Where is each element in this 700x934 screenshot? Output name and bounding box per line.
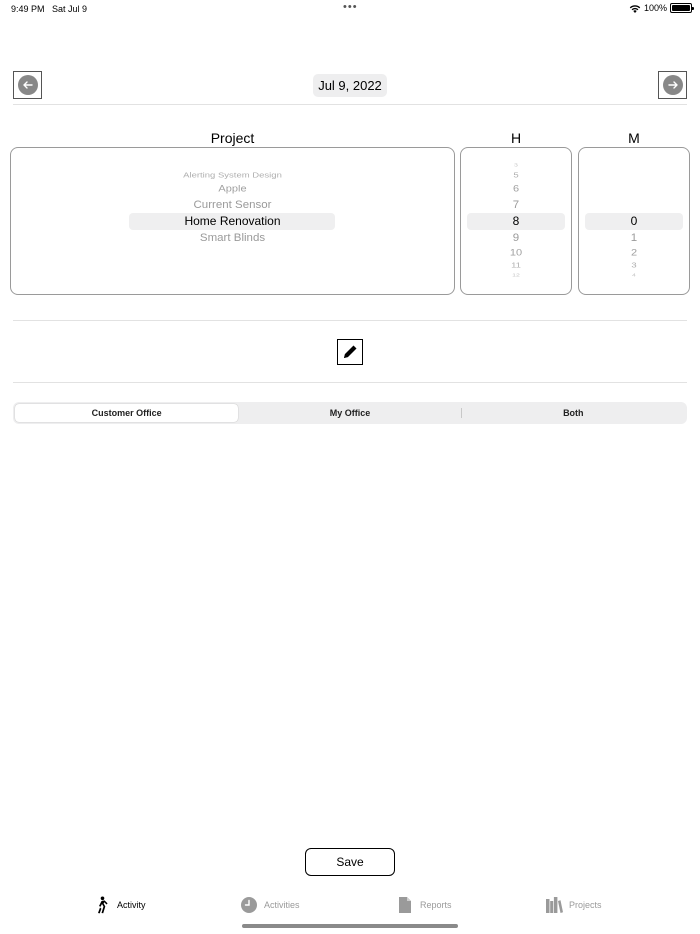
wifi-icon <box>629 4 641 13</box>
picker-item[interactable]: 4 <box>632 273 636 279</box>
picker-item-selected[interactable]: 8 <box>512 214 520 228</box>
battery-fill <box>672 5 690 11</box>
status-date: Sat Jul 9 <box>52 4 88 14</box>
arrow-left-circle-icon <box>18 75 38 95</box>
status-bar <box>0 0 700 18</box>
status-indicators <box>629 3 692 13</box>
picker-item[interactable]: Alerting System Design <box>183 171 282 180</box>
home-indicator <box>242 924 458 928</box>
divider <box>13 104 687 105</box>
next-day-button[interactable] <box>658 71 687 99</box>
project-picker[interactable] <box>10 147 455 295</box>
picker-item[interactable]: 9 <box>512 231 520 244</box>
segment-my-office[interactable]: My Office <box>329 408 371 418</box>
picker-item[interactable]: 5 <box>513 171 519 180</box>
tab-activities[interactable] <box>240 896 300 914</box>
tab-label: Projects <box>569 900 602 910</box>
previous-day-button[interactable] <box>13 71 42 99</box>
picker-item[interactable]: 10 <box>509 247 523 259</box>
picker-item[interactable]: Apple <box>218 183 247 195</box>
picker-item[interactable]: 12 <box>512 273 520 279</box>
clock-icon <box>240 896 258 914</box>
hours-picker[interactable] <box>460 147 572 295</box>
arrow-right-circle-icon <box>663 75 683 95</box>
picker-item[interactable]: 7 <box>512 198 520 211</box>
picker-item[interactable]: Current Sensor <box>193 198 272 211</box>
tab-label: Reports <box>420 900 452 910</box>
hours-column-title: H <box>510 130 522 146</box>
divider <box>13 382 687 383</box>
picker-item-selected[interactable]: Home Renovation <box>184 214 281 228</box>
minutes-column-title: M <box>628 130 640 146</box>
divider <box>13 320 687 321</box>
picker-item[interactable]: 3 <box>514 163 518 169</box>
tab-label: Activity <box>117 900 146 910</box>
segment-both[interactable]: Both <box>563 408 584 418</box>
date-selector[interactable]: Jul 9, 2022 <box>313 74 387 97</box>
tab-bar <box>0 893 700 923</box>
picker-item[interactable]: 2 <box>630 247 638 259</box>
picker-item-selected[interactable]: 0 <box>630 214 638 228</box>
tab-activity[interactable] <box>93 896 146 914</box>
tab-reports[interactable] <box>396 896 452 914</box>
battery-icon <box>670 3 692 13</box>
picker-item[interactable]: 6 <box>512 183 520 195</box>
status-time: 9:49 PM <box>11 4 45 14</box>
pencil-icon <box>340 342 360 362</box>
picker-item[interactable]: 11 <box>511 261 521 270</box>
battery-percent: 100% <box>643 3 667 13</box>
books-icon <box>545 896 563 914</box>
project-column-title: Project <box>210 130 255 146</box>
document-icon <box>396 896 414 914</box>
picker-item[interactable]: 3 <box>631 261 637 270</box>
location-segmented-control[interactable] <box>13 402 687 424</box>
picker-item[interactable]: 1 <box>630 231 638 244</box>
save-button[interactable]: Save <box>305 848 395 876</box>
walking-person-icon <box>93 896 111 914</box>
picker-item[interactable]: Smart Blinds <box>199 231 266 244</box>
segment-customer-office[interactable]: Customer Office <box>15 404 238 422</box>
minutes-picker[interactable] <box>578 147 690 295</box>
tab-projects[interactable] <box>545 896 602 914</box>
tab-label: Activities <box>264 900 300 910</box>
segment-divider <box>461 408 462 418</box>
edit-button[interactable] <box>337 339 363 365</box>
multitasking-dots-icon[interactable]: ••• <box>343 1 358 13</box>
